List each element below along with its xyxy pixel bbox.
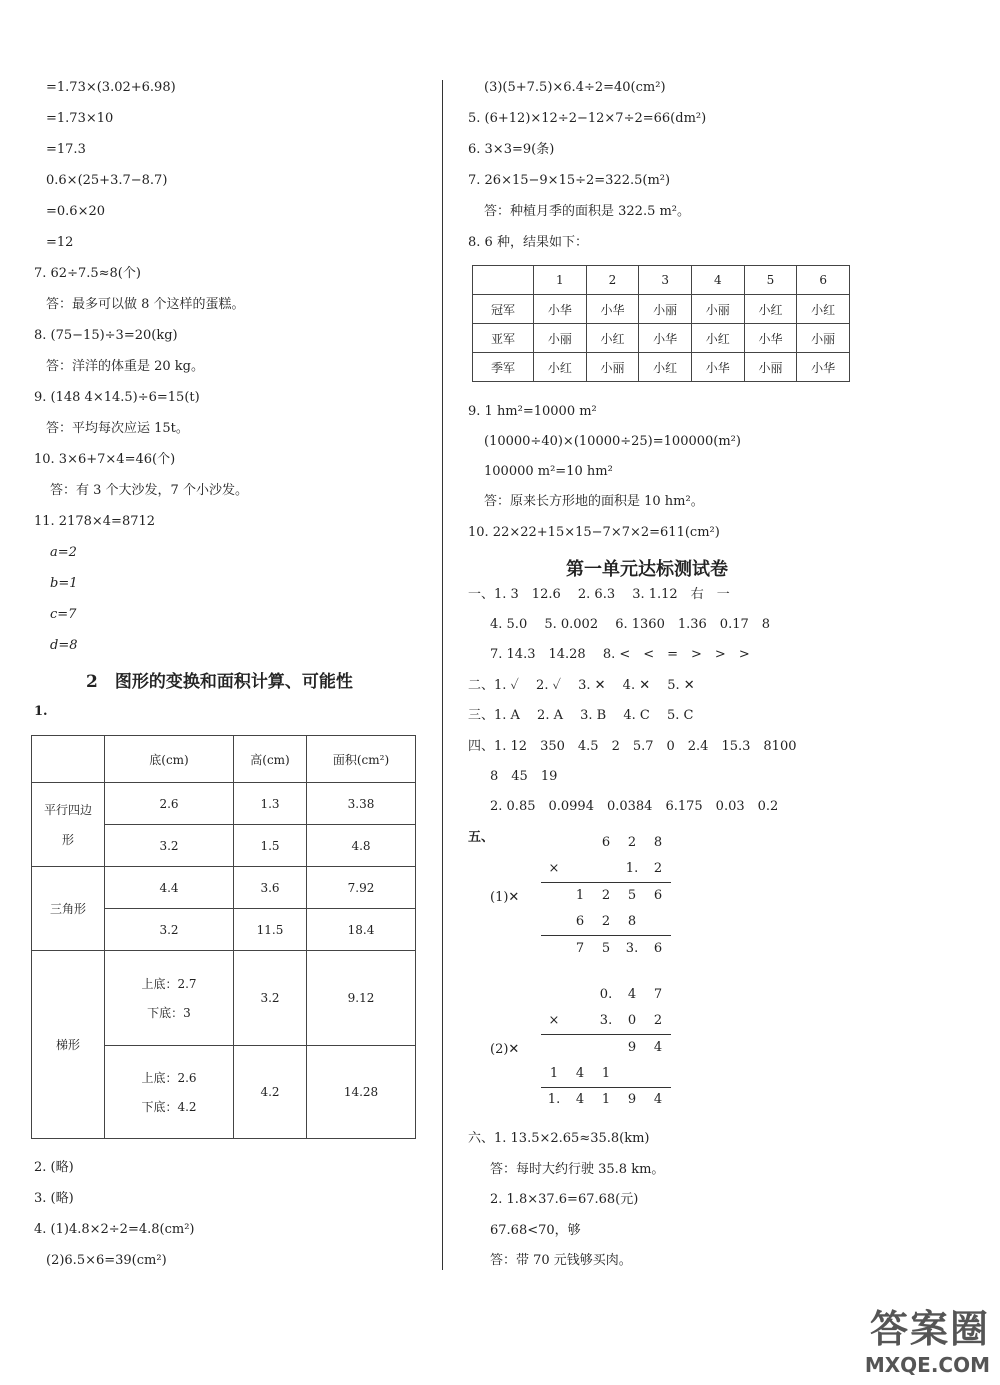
digit-cell <box>541 941 567 956</box>
var-line: c=7 <box>50 607 77 622</box>
section-title: 2 图形的变换和面积计算、可能性 <box>86 672 353 692</box>
mult1-row <box>541 888 671 903</box>
calc-line: 100000 m²=10 hm² <box>484 464 613 479</box>
question-11: 11. 2178×4=8712 <box>34 514 156 529</box>
digit-cell: 2 <box>601 914 611 929</box>
calc-line: =0.6×20 <box>46 204 106 219</box>
ranking-table <box>472 265 850 382</box>
table-cell: 3.2 <box>234 951 307 1046</box>
question-8: 8. 6 种，结果如下： <box>468 235 588 250</box>
answer-part-1: 一、1. 3 12.6 2. 6.3 3. 1.12 右 一 <box>468 587 730 602</box>
table-cell: 小华 <box>744 324 797 353</box>
calc-line: =17.3 <box>46 142 86 157</box>
question-4: 4. (1)4.8×2÷2=4.8(cm²) <box>34 1222 195 1237</box>
answer-line: 4. 5.0 5. 0.002 6. 1360 1.36 0.17 8 <box>490 617 771 632</box>
table-cell: 2.6 <box>105 783 234 825</box>
var-line: d=8 <box>50 638 78 653</box>
var-line: a=2 <box>50 545 77 560</box>
digit-cell: 6 <box>653 888 663 903</box>
question-3: 3. (略) <box>34 1191 74 1206</box>
table-cell: 小红 <box>744 295 797 324</box>
header-cell: 4 <box>691 266 744 295</box>
row-label: 季军 <box>473 353 534 382</box>
digit-cell <box>567 861 593 876</box>
mult1-row <box>541 861 671 876</box>
digit-cell: 1 <box>601 1066 611 1081</box>
table-cell: 4.8 <box>307 825 416 867</box>
digit-cell <box>567 1040 593 1055</box>
question-9: 9. (148 4×14.5)÷6=15(t) <box>34 390 200 405</box>
table-cell: 3.2 <box>105 909 234 951</box>
answer-line: 7. 14.3 14.28 8. < < = > > > <box>490 647 750 662</box>
mult2-row <box>541 1013 671 1028</box>
answer-part-5: 五、 <box>468 830 495 845</box>
table-cell-trapezoid-bases <box>105 1046 234 1139</box>
calc-line: (10000÷40)×(10000÷25)=100000(m²) <box>484 434 741 449</box>
question-5: 5. (6+12)×12÷2−12×7÷2=66(dm²) <box>468 111 707 126</box>
answer-line: 2. 0.85 0.0994 0.0384 6.175 0.03 0.2 <box>490 799 779 814</box>
table-cell: 小华 <box>639 324 692 353</box>
table-cell: 11.5 <box>234 909 307 951</box>
table-cell: 小华 <box>534 295 587 324</box>
digit-cell: 4 <box>575 1066 585 1081</box>
header-cell: 底(cm) <box>105 736 234 783</box>
calc-line: =1.73×(3.02+6.98) <box>46 80 176 95</box>
calc-line: 67.68<70，够 <box>490 1223 581 1238</box>
question-10: 10. 22×22+15×15−7×7×2=611(cm²) <box>468 525 720 540</box>
mult2-row <box>541 1040 671 1055</box>
digit-cell: 2 <box>653 1013 663 1028</box>
table-cell: 小华 <box>691 353 744 382</box>
digit-cell <box>567 1013 593 1028</box>
table-cell: 小丽 <box>744 353 797 382</box>
question-2: 2. 1.8×37.6=67.68(元) <box>490 1192 639 1207</box>
table-cell: 3.2 <box>105 825 234 867</box>
mult2-rule <box>541 1087 671 1088</box>
digit-cell: 3. <box>599 1013 613 1028</box>
q1-label: 1. <box>34 704 48 719</box>
mult1-rule <box>541 935 671 936</box>
digit-cell: 6 <box>653 941 663 956</box>
answer-line: 答：最多可以做 8 个这样的蛋糕。 <box>46 297 245 312</box>
digit-cell: × <box>548 861 560 876</box>
shape-cell: 平行四边形 <box>32 783 105 867</box>
answer-part-3: 三、1. A 2. A 3. B 4. C 5. C <box>468 708 694 723</box>
mult1-row <box>541 835 671 850</box>
table-cell: 3.38 <box>307 783 416 825</box>
digit-cell: 8 <box>653 835 663 850</box>
digit-cell <box>541 914 567 929</box>
table-cell: 小红 <box>639 353 692 382</box>
answer-part-2: 二、1. ✓ 2. ✓ 3. ✕ 4. ✕ 5. ✕ <box>468 678 695 693</box>
answer-line: 答：每时大约行驶 35.8 km。 <box>490 1162 665 1177</box>
digit-cell <box>541 888 567 903</box>
question-8: 8. (75−15)÷3=20(kg) <box>34 328 178 343</box>
answer-line: 答：洋洋的体重是 20 kg。 <box>46 359 205 374</box>
digit-cell <box>541 1040 567 1055</box>
digit-cell <box>645 1066 671 1081</box>
header-cell: 6 <box>797 266 850 295</box>
digit-cell: 1. <box>547 1092 561 1107</box>
table-cell: 小丽 <box>691 295 744 324</box>
digit-cell: 2 <box>601 888 611 903</box>
digit-cell: 1 <box>549 1066 559 1081</box>
calc-line: =12 <box>46 235 74 250</box>
mult1-row <box>541 914 671 929</box>
answer-line: 答：有 3 个大沙发，7 个小沙发。 <box>50 483 248 498</box>
table-cell: 小红 <box>691 324 744 353</box>
calc-line: (2)6.5×6=39(cm²) <box>46 1253 167 1268</box>
watermark-logo-text: 答案圈 <box>869 1307 990 1351</box>
digit-cell: 4 <box>575 1092 585 1107</box>
table-cell: 小丽 <box>586 353 639 382</box>
mult2-row <box>541 1092 671 1107</box>
calc-line: 0.6×(25+3.7−8.7) <box>46 173 168 188</box>
shape-cell: 三角形 <box>32 867 105 951</box>
header-cell <box>473 266 534 295</box>
table-cell: 小华 <box>797 353 850 382</box>
table-cell: 小红 <box>534 353 587 382</box>
mult1-label: (1)✕ <box>490 890 520 905</box>
unit-test-title: 第一单元达标测试卷 <box>566 559 728 580</box>
table-cell: 1.5 <box>234 825 307 867</box>
table-cell: 小丽 <box>797 324 850 353</box>
row-label: 亚军 <box>473 324 534 353</box>
digit-cell <box>645 914 671 929</box>
question-2: 2. (略) <box>34 1160 74 1175</box>
mult1-row <box>541 941 671 956</box>
header-cell <box>32 736 105 783</box>
digit-cell: 6 <box>601 835 611 850</box>
table-cell: 4.4 <box>105 867 234 909</box>
digit-cell: 9 <box>627 1092 637 1107</box>
digit-cell: 6 <box>575 914 585 929</box>
answer-part-4: 四、1. 12 350 4.5 2 5.7 0 2.4 15.3 8100 <box>468 739 797 754</box>
answer-line: 答：带 70 元钱够买肉。 <box>490 1253 632 1268</box>
watermark-url: MXQE.COM <box>864 1353 990 1377</box>
digit-cell: 1 <box>601 1092 611 1107</box>
table-cell: 小红 <box>797 295 850 324</box>
answer-line: 答：平均每次应运 15t。 <box>46 421 189 436</box>
lower-base: 下底：3 <box>147 1006 191 1020</box>
table-cell: 小丽 <box>534 324 587 353</box>
lower-base: 下底：4.2 <box>141 1100 197 1114</box>
table-cell: 14.28 <box>307 1046 416 1139</box>
table-cell: 小华 <box>586 295 639 324</box>
table-cell: 7.92 <box>307 867 416 909</box>
row-label: 冠军 <box>473 295 534 324</box>
digit-cell <box>541 835 567 850</box>
shape-cell: 梯形 <box>32 951 105 1139</box>
table-cell: 9.12 <box>307 951 416 1046</box>
digit-cell <box>593 1040 619 1055</box>
upper-base: 上底：2.7 <box>141 977 197 991</box>
question-9: 9. 1 hm²=10000 m² <box>468 404 597 419</box>
table-cell: 1.3 <box>234 783 307 825</box>
table-cell: 小红 <box>586 324 639 353</box>
digit-cell: 7 <box>653 987 663 1002</box>
table-cell: 3.6 <box>234 867 307 909</box>
header-cell: 2 <box>586 266 639 295</box>
digit-cell: 7 <box>575 941 585 956</box>
digit-cell <box>593 861 619 876</box>
answer-line: 8 45 19 <box>490 769 558 784</box>
header-cell: 3 <box>639 266 692 295</box>
digit-cell: 5 <box>601 941 611 956</box>
digit-cell: 3. <box>625 941 639 956</box>
calc-line: (3)(5+7.5)×6.4÷2=40(cm²) <box>484 80 666 95</box>
header-cell: 面积(cm²) <box>307 736 416 783</box>
mult1-rule <box>541 882 671 883</box>
calc-line: =1.73×10 <box>46 111 114 126</box>
digit-cell: 4 <box>653 1092 663 1107</box>
digit-cell: 4 <box>627 987 637 1002</box>
question-6: 6. 3×3=9(条) <box>468 142 555 157</box>
digit-cell: 0 <box>627 1013 637 1028</box>
digit-cell: × <box>548 1013 560 1028</box>
table-cell: 4.2 <box>234 1046 307 1139</box>
question-7: 7. 62÷7.5≈8(个) <box>34 266 141 281</box>
table-cell: 小丽 <box>639 295 692 324</box>
digit-cell: 2 <box>627 835 637 850</box>
mult2-label: (2)✕ <box>490 1042 520 1057</box>
answer-part-6: 六、1. 13.5×2.65≈35.8(km) <box>468 1131 650 1146</box>
upper-base: 上底：2.6 <box>141 1071 197 1085</box>
digit-cell: 0. <box>599 987 613 1002</box>
digit-cell: 4 <box>653 1040 663 1055</box>
digit-cell: 1. <box>625 861 639 876</box>
header-cell: 1 <box>534 266 587 295</box>
watermark <box>865 1298 990 1377</box>
digit-cell <box>619 1066 645 1081</box>
table-cell-trapezoid-bases <box>105 951 234 1046</box>
digit-cell <box>541 987 567 1002</box>
question-7: 7. 26×15−9×15÷2=322.5(m²) <box>468 173 671 188</box>
question-10: 10. 3×6+7×4=46(个) <box>34 452 176 467</box>
column-divider <box>442 80 443 1270</box>
answer-line: 答：原来长方形地的面积是 10 hm²。 <box>484 494 704 509</box>
header-cell: 高(cm) <box>234 736 307 783</box>
digit-cell: 2 <box>653 861 663 876</box>
digit-cell <box>567 835 593 850</box>
mult2-rule <box>541 1034 671 1035</box>
mult2-row <box>541 1066 671 1081</box>
answer-line: 答：种植月季的面积是 322.5 m²。 <box>484 204 691 219</box>
digit-cell: 1 <box>575 888 585 903</box>
digit-cell <box>567 987 593 1002</box>
var-line: b=1 <box>50 576 78 591</box>
table-cell: 18.4 <box>307 909 416 951</box>
digit-cell: 5 <box>627 888 637 903</box>
digit-cell: 9 <box>627 1040 637 1055</box>
area-table <box>31 735 416 1139</box>
mult2-row <box>541 987 671 1002</box>
header-cell: 5 <box>744 266 797 295</box>
digit-cell: 8 <box>627 914 637 929</box>
